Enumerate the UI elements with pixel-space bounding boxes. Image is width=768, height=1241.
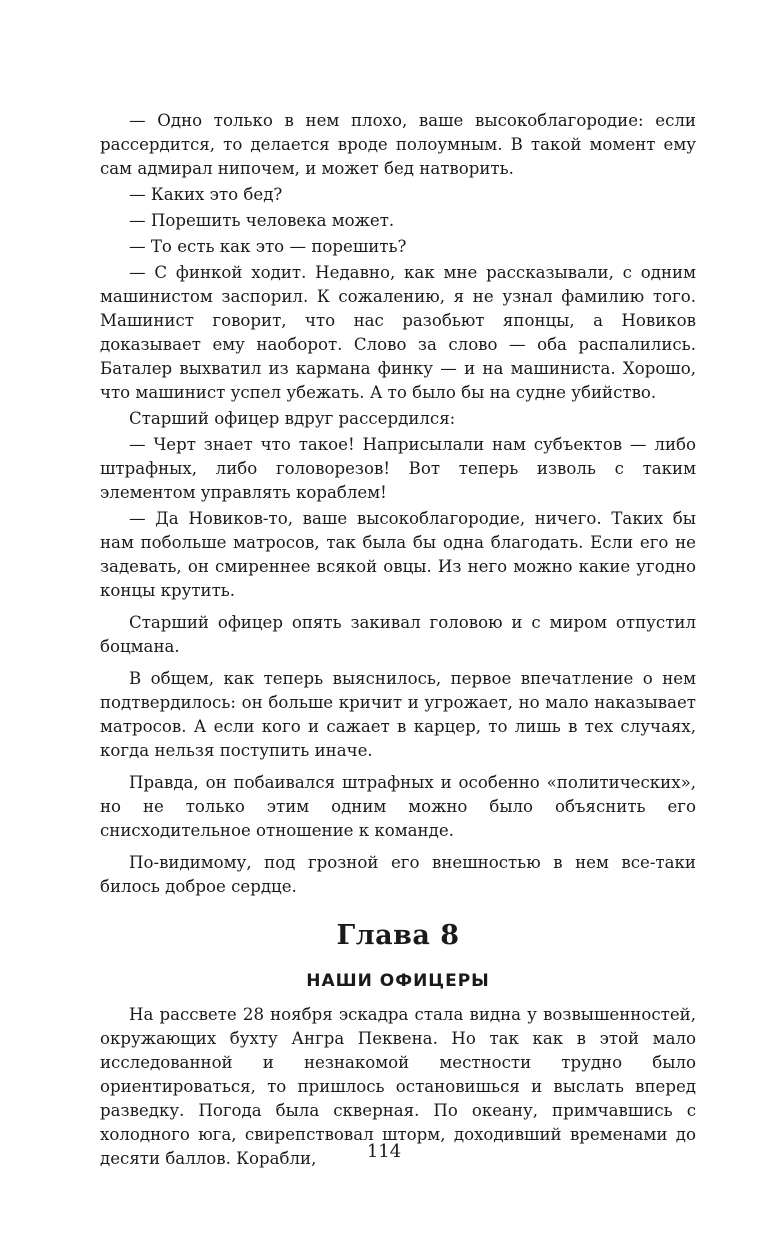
chapter-title: Глава 8 xyxy=(336,920,460,951)
paragraph: — То есть как это — порешить? xyxy=(129,237,407,256)
paragraph: Старший офицер вдруг рассердился: xyxy=(129,409,456,428)
paragraph: На рассвете 28 ноября эскадра стала видна у возвышенностей, окружающих бухту Ангра Пеквена. Но так как в этой мало исследованной и незнакомой местности трудно было ориентироваться, то пришлось остановишься и выслать вперед разведку. Погода была скверная. По океану, примчавшись с холодного юга, свирепствовал шторм, доходивший временами до десяти баллов. Корабли, xyxy=(100,1005,696,1168)
paragraph: — С финкой ходит. Недавно, как мне рассказывали, с одним машинистом заспорил. К сожалению, я не узнал фамилию того. Машинист говорит, что нас разобьют японцы, а Новиков доказывает ему наоборот. Слово за слово — оба распалились. Баталер выхватил из кармана финку — и на машиниста. Хорошо, что машинист успел убежать. А то было бы на судне убийство. xyxy=(100,263,696,402)
paragraph: — Черт знает что такое! Наприсылали нам субъектов — либо штрафных, либо головорезов! Вот теперь изволь с таким элементом управлять кораблем! xyxy=(100,435,696,502)
paragraph: Старший офицер опять закивал головою и с миром отпустил боцмана. xyxy=(100,613,696,656)
page-body xyxy=(100,109,696,1173)
paragraph: — Порешить человека может. xyxy=(129,211,395,230)
section-title: НАШИ ОФИЦЕРЫ xyxy=(306,971,490,991)
paragraph: — Каких это бед? xyxy=(129,185,283,204)
paragraph: — Да Новиков-то, ваше высокоблагородие, ничего. Таких бы нам побольше матросов, так была бы одна благодать. Если его не задевать, он смиреннее всякой овцы. Из него можно какие угодно концы крутить. xyxy=(100,509,696,600)
paragraph: — Одно только в нем плохо, ваше высокоблагородие: если рассердится, то делается вроде полоумным. В такой момент ему сам адмирал нипочем, и может бед натворить. xyxy=(100,111,696,178)
page-number: 114 xyxy=(366,1141,402,1162)
paragraph: Правда, он побаивался штрафных и особенно «политических», но не только этим одним можно было объяснить его снисходительное отношение к команде. xyxy=(100,773,696,840)
paragraph: В общем, как теперь выяснилось, первое впечатление о нем подтвердилось: он больше кричит и угрожает, но мало наказывает матросов. А если кого и сажает в карцер, то лишь в тех случаях, когда нельзя поступить иначе. xyxy=(100,669,696,760)
paragraph: По-видимому, под грозной его внешностью в нем все-таки билось доброе сердце. xyxy=(100,853,696,896)
